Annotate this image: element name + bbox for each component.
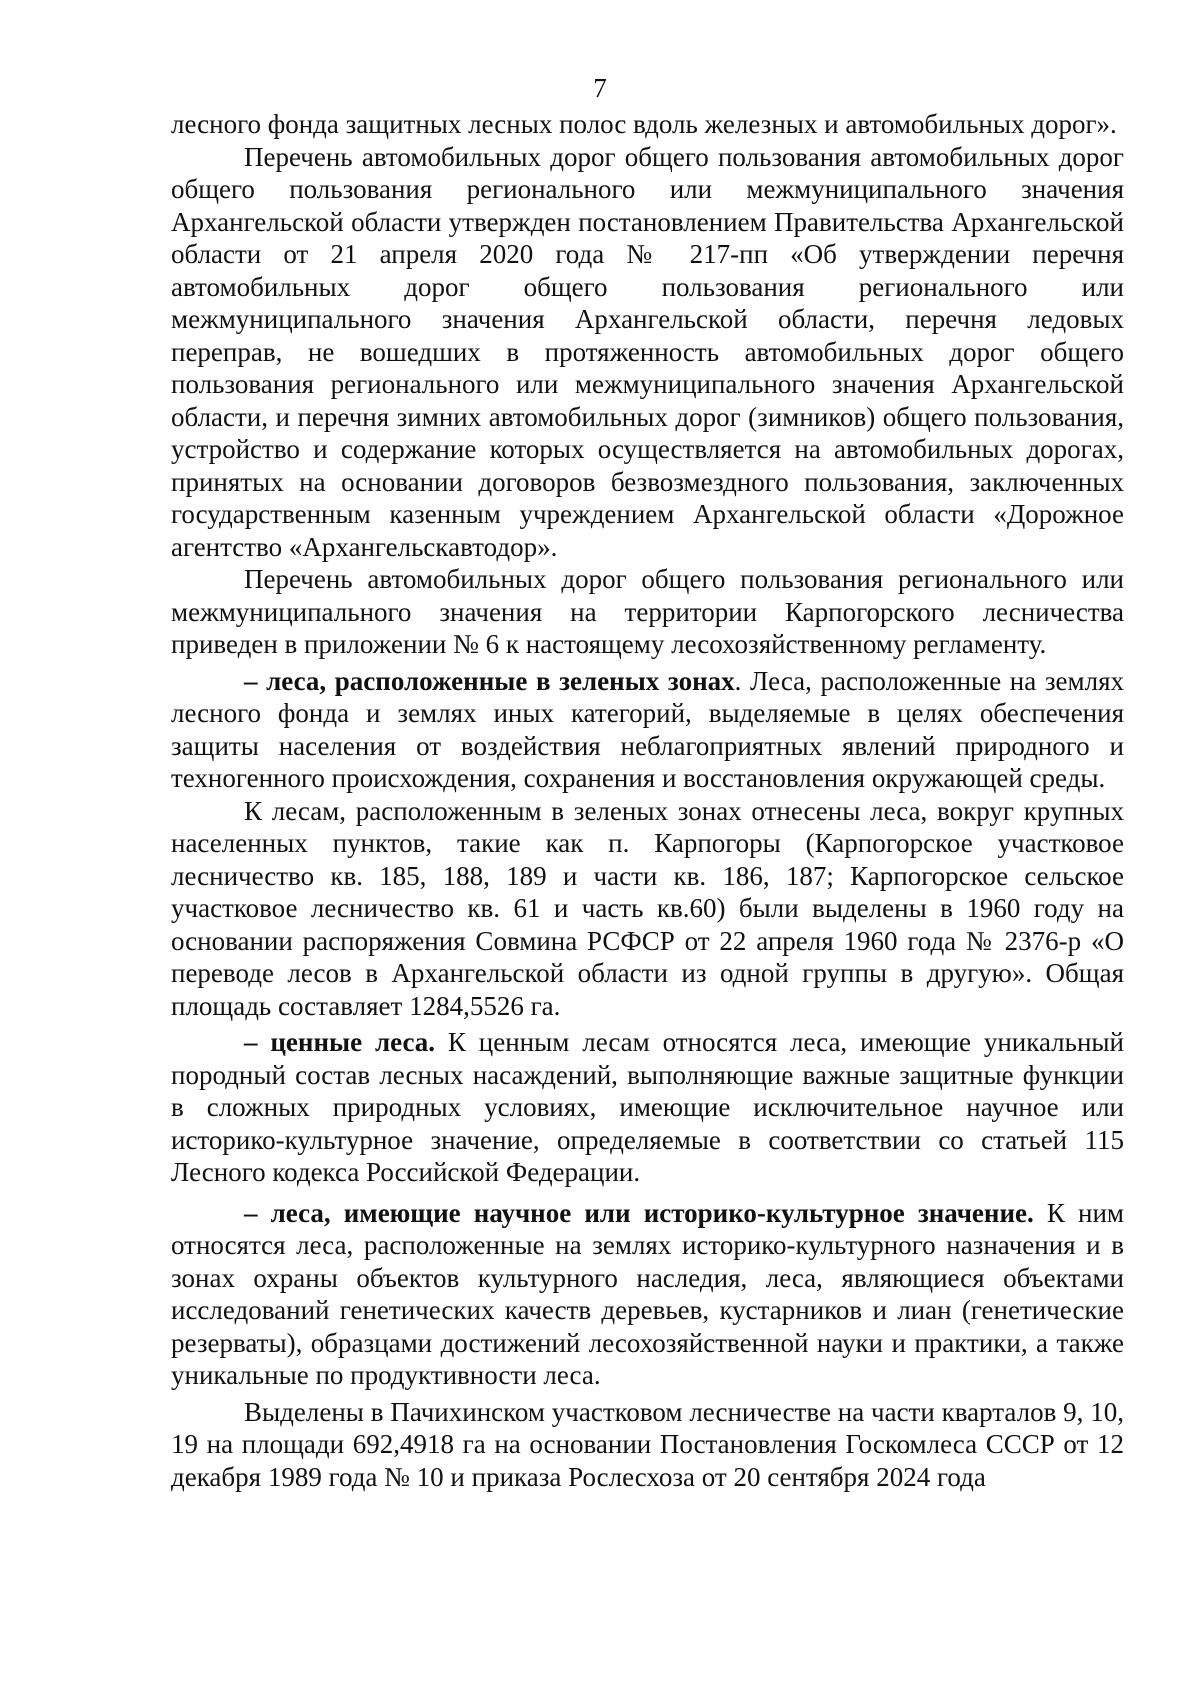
paragraph-green-zones — [171, 665, 1124, 795]
paragraph-roads-list: Перечень автомобильных дорог общего пользования автомобильных дорог общего пользования регионального или межмуниципального значения Архангельской области утвержден постановлением Правительства Архангельской области от 21 апреля 2020 года № 217-пп «Об утверждении перечня автомобильных дорог общего пользования регионального или межмуниципального значения Архангельской области, перечня ледовых переправ, не вошедших в протяженность автомобильных дорог общего пользования регионального или межмуниципального значения Архангельской области, и перечня зимних автомобильных дорог (зимников) общего пользования, устройство и содержание которых осуществляется на автомобильных дорогах, принятых на основании договоров безвозмездного пользования, заключенных государственным казенным учреждением Архангельской области «Дорожное агентство «Архангельскавтодор». — [171, 141, 1124, 562]
document-body — [171, 108, 1124, 1493]
paragraph-green-zones-details: К лесам, расположенным в зеленых зонах отнесены леса, вокруг крупных населенных пунктов, такие как п. Карпогоры (Карпогорское участковое лесничество кв. 185, 188, 189 и части кв. 186, 187; Карпогорское сельское участковое лесничество кв. 61 и часть кв.60) были выделены в 1960 году на основании распоряжения Совмина РСФСР от 22 апреля 1960 года № 2376-р «О переводе лесов в Архангельской области из одной группы в другую». Общая площадь составляет 1284,5526 га. — [171, 795, 1124, 1021]
paragraph-scientific-forests — [171, 1197, 1124, 1392]
paragraph-valuable-forests — [171, 1026, 1124, 1189]
paragraph-karpogory-roads: Перечень автомобильных дорог общего пользования регионального или межмуниципального значения на территории Карпогорского лесничества приведен в приложении № 6 к настоящему лесохозяйственному регламенту. — [171, 564, 1124, 659]
heading-green-zones: – леса, расположенные в зеленых зонах — [244, 665, 735, 696]
heading-scientific-forests: – леса, имеющие научное или историко-культурное значение. — [244, 1197, 1034, 1228]
page-number: 7 — [593, 73, 607, 103]
heading-valuable-forests: – ценные леса. — [244, 1027, 436, 1057]
paragraph-pachikha-forests: Выделены в Пачихинском участковом лесничестве на части кварталов 9, 10, 19 на площади 692,4918 га на основании Постановления Госкомлеса СССР от 12 декабря 1989 года № 10 и приказа Рослесхоза от 20 сентября 2024 года — [171, 1396, 1124, 1492]
paragraph-green-zones-text: . Леса, расположенные на землях лесного фонда и землях иных категорий, выделяемые в целях обеспечения защиты населения от воздействия неблагоприятных явлений природного и техногенного происхождения, сохранения и восстановления окружающей среды. — [171, 665, 1124, 793]
paragraph-valuable-forests-text: К ценным лесам относятся леса, имеющие уникальный породный состав лесных насаждений, выполняющие важные защитные функции в сложных природных условиях, имеющие исключительное научное или историко-культурное значение, определяемые в соответствии со статьей 115 Лесного кодекса Российской Федерации. — [171, 1027, 1125, 1187]
paragraph-continuation: лесного фонда защитных лесных полос вдоль железных и автомобильных дорог». — [171, 109, 1117, 139]
paragraph-scientific-forests-text: К ним относятся леса, расположенные на землях историко-культурного назначения и в зонах охраны объектов культурного наследия, леса, являющиеся объектами исследований генетических качеств деревьев, кустарников и лиан (генетические резерваты), образцами достижений лесохозяйственной науки и практики, а также уникальные по продуктивности леса. — [171, 1197, 1124, 1390]
